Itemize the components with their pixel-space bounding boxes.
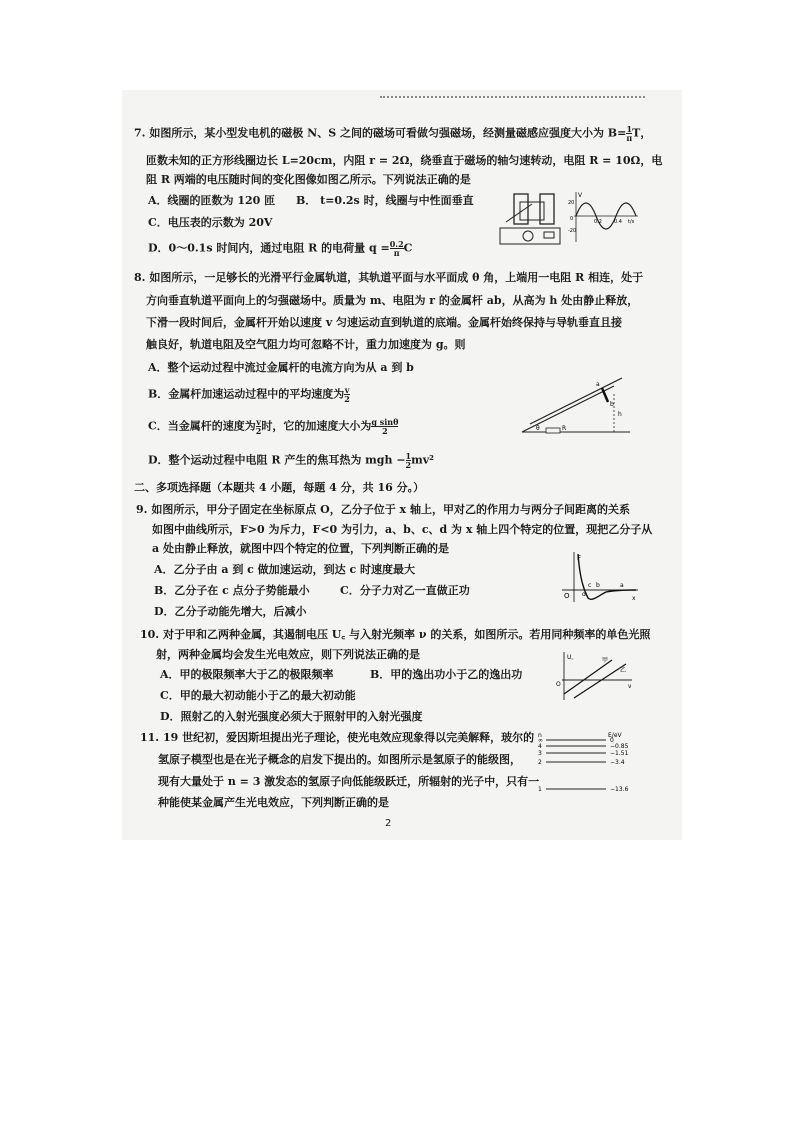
q9-label-o: O [564,592,570,600]
q11-level-e-inf: 0 [610,737,614,744]
q9-option-a: A．乙分子由 a 到 c 做加速运动，到达 c 时速度最大 [154,563,416,576]
q8-incline-figure [518,376,636,438]
q7-graph-label-origin: 0 [570,216,574,222]
q7-graph-label-v: V [578,192,583,199]
q9-line-1: 9. 如图所示，甲分子固定在坐标原点 O，乙分子位于 x 轴上，甲对乙的作用力与两分子间距离的关系 [136,503,630,516]
q8-line-1: 8. 如图所示，一足够长的光滑平行金属轨道，其轨道平面与水平面成 θ 角，上端用一电阻 R 相连，处于 [134,271,644,284]
q10-option-a: A．甲的极限频率大于乙的极限频率 [160,668,334,681]
q9-label-f: F [577,554,582,562]
q11-level-n-3: 3 [538,750,542,757]
q10-label-jia: 甲 [602,657,609,664]
q11-line-1: 11. 19 世纪初，爱因斯坦提出光子理论，使光电效应现象得以完美解释，玻尔的 [140,731,535,744]
q9-label-b: b [596,582,600,589]
q8-label-b: b [610,401,614,408]
q8-line-3: 下滑一段时间后，金属杆开始以速度 v 匀速运动直到轨道的底端。金属杆始终保持与导轨垂直且接 [146,316,623,329]
q9-option-d: D．乙分子动能先增大，后减小 [154,605,307,618]
q7-option-c: C．电压表的示数为 20V [148,216,273,229]
section-2-title: 二、多项选择题（本题共 4 小题，每题 4 分，共 16 分。） [134,481,425,494]
q10-label-yi: 乙 [620,667,627,674]
q11-level-e-1: −13.6 [610,786,629,793]
q10-stopping-voltage-graph [556,650,636,702]
q7-q-fraction: $\frac{0.2}{\pi}$ [389,239,404,258]
q9-line-2: 如图中曲线所示，F>0 为斥力，F<0 为引力，a、b、c、d 为 x 轴上四个特定的位置，现把乙分子从 [152,523,653,536]
q7-option-b: B． t=0.2s 时，线圈与中性面垂直 [296,194,474,207]
q8-option-b: B．金属杆加速运动过程中的平均速度为 $\frac{v}{2}$ [148,385,350,404]
q11-label-n: n [538,732,542,739]
q11-label-unit: E/eV [608,732,622,739]
q8-label-r: R [562,425,567,432]
q7-graph-label-20: 20 [568,200,575,206]
q11-line-3: 现有大量处于 n = 3 激发态的氢原子向低能级跃迁，所辐射的光子中，只有一 [158,775,540,788]
q9-label-a: a [620,582,624,589]
header-dotted-line [380,96,645,106]
q11-energy-level-diagram [536,730,636,796]
q8-b-fraction: $\frac{v}{2}$ [344,385,350,404]
q7-generator-figure [496,188,577,250]
q8-option-d: D．整个运动过程中电阻 R 产生的焦耳热为 mgh − $\frac{1}{2}$ mv² [148,451,434,470]
q8-option-a: A．整个运动过程中流过金属杆的电流方向为从 a 到 b [148,361,414,374]
q8-option-c: C．当金属杆的速度为 $\frac{v}{2}$ 时，它的加速度大小为 $\frac{\text{g sinθ}}{2}$ [148,417,399,436]
q7-graph-label-ts: t/s [628,219,635,225]
q7-option-d: D．0～0.1s 时间内，通过电阻 R 的电荷量 q = $\frac{0.2}{\pi}$ C [148,239,413,258]
q8-c-fraction-1: $\frac{v}{2}$ [255,417,262,436]
q11-level-n-inf: ∞ [538,737,543,744]
q7-graph-label-04: 0.4 [614,219,622,225]
q8-line-2: 方向垂直轨道平面向上的匀强磁场中。质量为 m、电阻为 r 的金属杆 ab，从高为 h 处由静止释放， [146,294,639,307]
q7-line-1: 7. 如图所示，某小型发电机的磁极 N、S 之间的磁场可看做匀强磁场，经测量磁感应强度大小为 B= $\frac{1}{\pi}$ T， [134,124,652,143]
q11-level-e-3: −1.51 [610,750,629,757]
q9-label-c: c [588,582,592,589]
q11-level-n-4: 4 [538,743,542,750]
q7-voltage-graph [568,188,640,244]
q9-line-3: a 处由静止释放，就图中四个特定的位置，下列判断正确的是 [152,542,449,555]
q8-label-h: h [618,411,622,418]
q9-label-x: x [632,595,636,602]
q10-label-nu: ν [628,683,632,690]
q10-label-uc: U꜀ [567,654,574,661]
q11-level-n-1: 1 [538,786,542,793]
q9-force-graph [558,550,640,604]
q10-option-d: D．照射乙的入射光强度必须大于照射甲的入射光强度 [160,710,423,723]
q11-level-e-2: −3.4 [610,759,625,766]
q11-level-n-2: 2 [538,759,542,766]
q8-label-theta: θ [536,425,540,432]
q11-level-e-4: −0.85 [610,743,629,750]
q11-line-2: 氢原子模型也是在光子概念的启发下提出的。如图所示是氢原子的能级图， [158,753,521,766]
q11-line-4: 种能使某金属产生光电效应，下列判断正确的是 [158,796,389,809]
q7-graph-label-minus20: -20 [568,228,577,234]
q10-option-c: C．甲的最大初动能小于乙的最大初动能 [160,689,356,702]
q7-line-2: 匝数未知的正方形线圈边长 L=20cm，内阻 r = 2Ω，绕垂直于磁场的轴匀速转动，电阻 R = 10Ω，电 [146,154,663,167]
q7-b-fraction: $\frac{1}{\pi}$ [626,124,633,143]
q7-line-3: 阻 R 两端的电压随时间的变化图像如图乙所示。下列说法正确的是 [146,173,471,186]
q7-graph-label-02: 0.2 [594,219,602,225]
q10-line-1: 10. 对于甲和乙两种金属，其遏制电压 U꜀ 与入射光频率 ν 的关系，如图所示。若用同种频率的单色光照 [140,628,651,641]
page-number: 2 [385,818,392,829]
q8-d-fraction: $\frac{1}{2}$ [405,451,412,470]
q10-line-2: 射，两种金属均会发生光电效应，则下列说法正确的是 [156,648,420,661]
q7-option-a: A．线圈的匝数为 120 匝 [148,194,276,207]
q8-line-4: 触良好，轨道电阻及空气阻力均可忽略不计，重力加速度为 g。则 [146,338,466,351]
q9-label-d: d [582,591,586,598]
q10-option-b: B．甲的逸出功小于乙的逸出功 [370,668,523,681]
q8-label-a: a [596,381,600,388]
q9-option-c: C．分子力对乙一直做正功 [340,584,470,597]
q9-option-b: B．乙分子在 c 点分子势能最小 [154,584,310,597]
q8-c-fraction-2: $\frac{\text{g sinθ}}{2}$ [371,417,399,436]
q10-label-o: O [556,681,561,688]
